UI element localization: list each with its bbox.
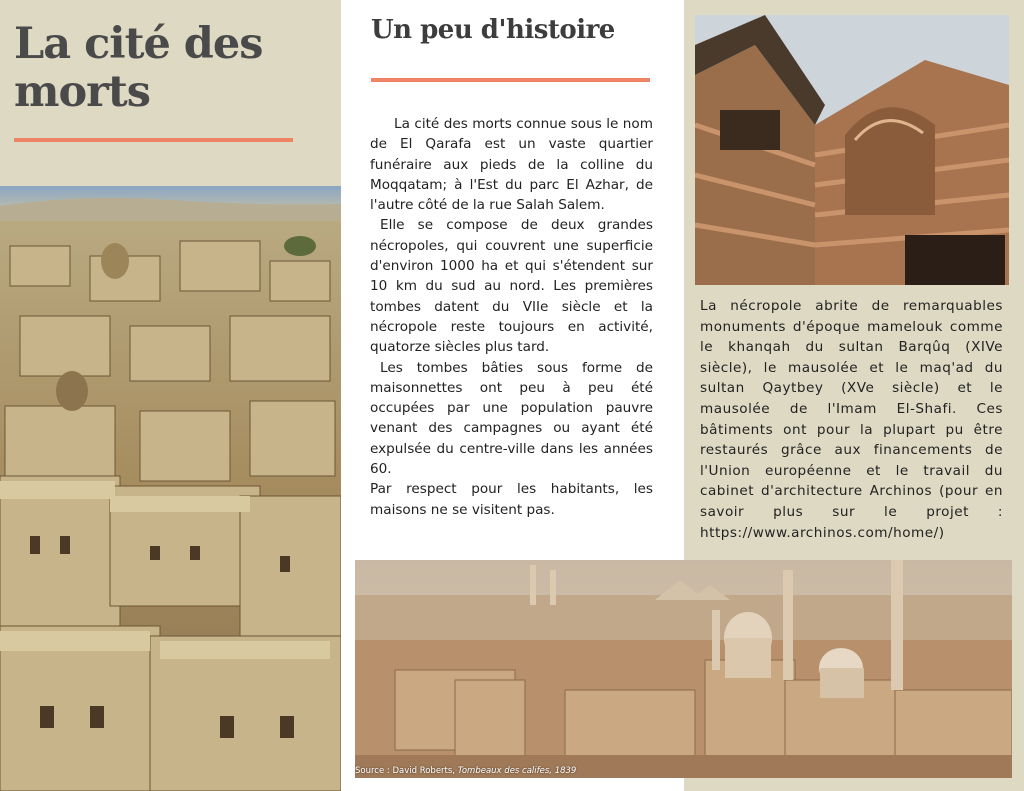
- caption-source: Source : David Roberts,: [355, 766, 458, 776]
- roberts-painting: [355, 560, 1012, 778]
- left-panel: [0, 0, 341, 791]
- section-title: Un peu d'histoire: [371, 15, 615, 45]
- page-title: La cité des morts: [14, 19, 263, 117]
- history-paragraph: Les tombes bâties sous forme de maisonnettes ont peu à peu été occupées par une population pauvre venant des campagnes ou ayant été expulsée du centre-ville dans les années 60.: [370, 359, 653, 478]
- history-paragraph: Par respect pour les habitants, les maisons ne se visitent pas.: [370, 481, 653, 518]
- image-caption: [355, 766, 576, 776]
- title-underline: [14, 138, 293, 142]
- caption-work-title: Tombeaux des califes, 1839: [457, 766, 577, 776]
- history-text: [370, 114, 653, 520]
- history-paragraph: La cité des morts connue sous le nom de El Qarafa est un vaste quartier funéraire aux pieds de la colline du Moqqatam; à l'Est du parc El Azhar, de l'autre côté de la rue Salah Salem.: [370, 116, 653, 214]
- monuments-text: La nécropole abrite de remarquables monuments d'époque mamelouk comme le khanqah du sultan Barqûq (XIVe siècle), le mausolée et le maq'ad du sultan Qaytbey (XVe siècle) et le mausolée de l'Imam El-Shafi. Ces bâtiments ont pour la plupart pu être restaurés grâce aux financements de l'Union européenne et le travail du cabinet d'architecture Archinos (pour en savoir plus sur le projet : https://www.archinos.com/home/): [700, 298, 1003, 541]
- history-paragraph: Elle se compose de deux grandes nécropoles, qui couvrent une superficie d'environ 1000 ha et qui s'étendent sur 10 km du sud au nord. Les premières tombes datent du VIIe siècle et la nécropole reste toujours en activité, quatorze siècles plus tard.: [370, 217, 653, 356]
- city-aerial-photo: [0, 186, 341, 791]
- mosque-facade-photo: [695, 15, 1009, 285]
- section-underline: [371, 78, 650, 82]
